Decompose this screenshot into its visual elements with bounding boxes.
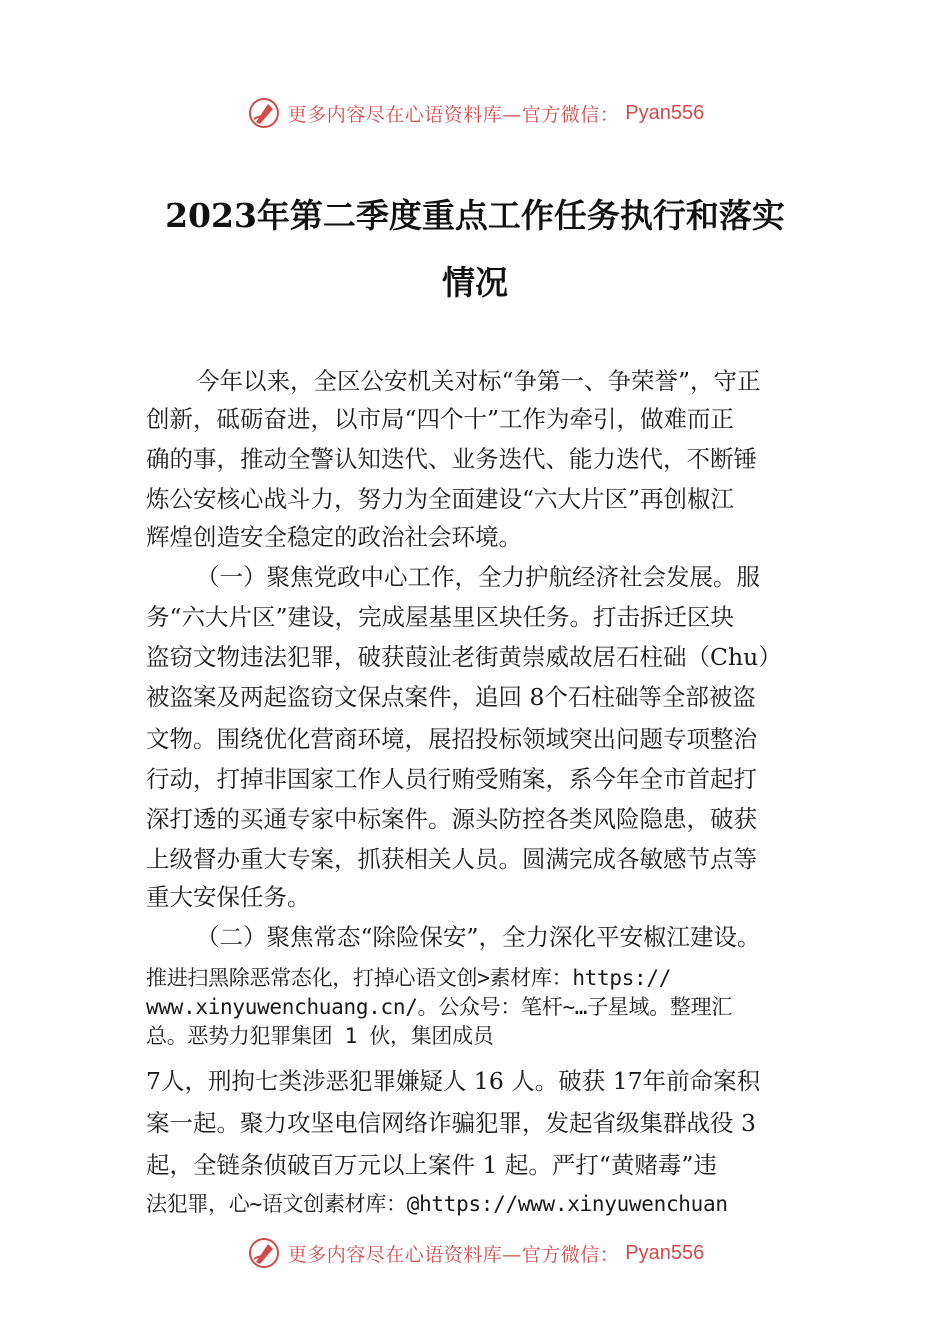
body-line-11: 行动，打掉非国家工作人员行贿受贿案，系今年全市首起打 bbox=[146, 765, 757, 793]
body-line-8: 盗窃文物违法犯罪，破获葭沚老街黄崇威故居石柱础（Chu） bbox=[146, 643, 782, 671]
body-line-12: 深打透的买通专家中标案件。源头防控各类风险隐患，破获 bbox=[146, 805, 757, 833]
body-line-16: 推进扫黑除恶常态化，打掉心语文创>素材库：https:// bbox=[146, 966, 672, 990]
banner-text: 更多内容尽在心语资料库—官方微信： bbox=[287, 103, 620, 126]
body-line-14: 重大安保任务。 bbox=[146, 883, 311, 911]
body-line-2: 创新，砥砺奋进，以市局“四个十”工作为牵引，做难而正 bbox=[146, 405, 735, 433]
body-line-18: 总。恶势力犯罪集团 1 伙，集团成员 bbox=[146, 1024, 494, 1048]
body-line-10: 文物。围绕优化营商环境，展招投标领域突出问题专项整治 bbox=[146, 725, 757, 753]
body-line-9: 被盗案及两起盗窃文保点案件，追回 8个石柱础等全部被盗 bbox=[146, 683, 756, 711]
body-line-17: www.xinyuwenchuang.cn/。公众号：笔杆~…子星域。整理汇 bbox=[146, 995, 733, 1019]
document-title-line-2: 情况 bbox=[442, 263, 508, 302]
footer-watermark-banner bbox=[0, 1233, 950, 1273]
body-line-13: 上级督办重大专案，抓获相关人员。圆满完成各敏感节点等 bbox=[146, 845, 757, 873]
banner-wechat-id: Pyan556 bbox=[625, 101, 705, 124]
banner-text: 更多内容尽在心语资料库—官方微信： bbox=[287, 1243, 620, 1266]
pen-nib-logo-icon bbox=[246, 95, 282, 131]
body-line-20: 案一起。聚力攻坚电信网络诈骗犯罪，发起省级集群战役 3 bbox=[146, 1109, 756, 1137]
body-line-7: 务“六大片区”建设，完成屋基里区块任务。打击拆迁区块 bbox=[146, 603, 735, 631]
body-line-22: 法犯罪，心~语文创素材库：@https://www.xinyuwenchuan bbox=[146, 1192, 728, 1216]
body-line-3: 确的事，推动全警认知迭代、业务迭代、能力迭代，不断锤 bbox=[146, 445, 757, 473]
body-line-5: 辉煌创造安全稳定的政治社会环境。 bbox=[146, 523, 522, 551]
pen-nib-logo-icon bbox=[246, 1235, 282, 1271]
body-line-19: 7人，刑拘七类涉恶犯罪嫌疑人 16 人。破获 17年前命案积 bbox=[146, 1067, 761, 1095]
body-line-4: 炼公安核心战斗力，努力为全面建设“六大片区”再创椒江 bbox=[146, 485, 735, 513]
document-title-line-1: 2023年第二季度重点工作任务执行和落实 bbox=[165, 196, 785, 235]
body-line-21: 起，全链条侦破百万元以上案件 1 起。严打“黄赌毒”违 bbox=[146, 1151, 717, 1179]
body-line-15: （二）聚焦常态“除险保安”，全力深化平安椒江建设。 bbox=[196, 923, 761, 951]
body-line-1: 今年以来，全区公安机关对标“争第一、争荣誉”，守正 bbox=[196, 367, 761, 395]
banner-wechat-id: Pyan556 bbox=[625, 1241, 705, 1264]
header-watermark-banner bbox=[0, 93, 950, 133]
body-line-6: （一）聚焦党政中心工作，全力护航经济社会发展。服 bbox=[196, 563, 760, 591]
